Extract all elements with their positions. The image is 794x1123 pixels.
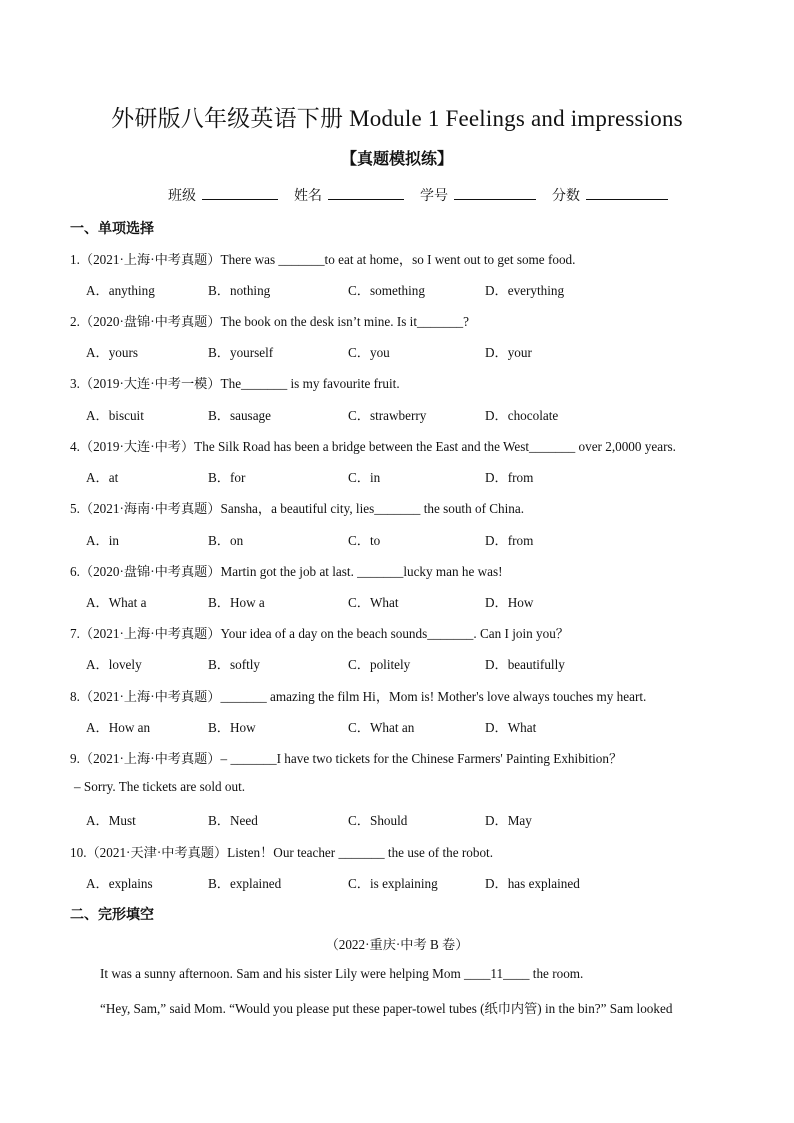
question-6: 6.（2020·盘锦·中考真题）Martin got the job at last. _______lucky man he was! bbox=[70, 564, 503, 579]
class-label: 班级 bbox=[168, 188, 196, 204]
option-b: B．Need bbox=[208, 813, 258, 828]
option-c: C．to bbox=[348, 533, 381, 548]
option-b: B．explained bbox=[208, 876, 282, 891]
class-blank bbox=[202, 185, 278, 200]
option-c: C．strawberry bbox=[348, 408, 427, 423]
option-d: D．your bbox=[485, 345, 532, 360]
question-5: 5.（2021·海南·中考真题）Sansha，a beautiful city, lies_______ the south of China. bbox=[70, 501, 525, 516]
option-b: B．How a bbox=[208, 595, 265, 610]
option-a: A．Must bbox=[86, 813, 136, 828]
name-label: 姓名 bbox=[294, 188, 322, 204]
option-d: D．How bbox=[485, 595, 534, 610]
option-a: A．biscuit bbox=[86, 408, 144, 423]
option-a: A．yours bbox=[86, 345, 139, 360]
name-blank bbox=[328, 185, 404, 200]
section-heading-multiple-choice: 一、单项选择 bbox=[70, 221, 154, 237]
page-title: 外研版八年级英语下册 Module 1 Feelings and impressions bbox=[111, 106, 683, 131]
option-c: C．you bbox=[348, 345, 390, 360]
option-c: C．What bbox=[348, 595, 399, 610]
option-c: C．politely bbox=[348, 657, 411, 672]
option-b: B．yourself bbox=[208, 345, 274, 360]
student-info-row bbox=[168, 185, 668, 205]
option-d: D．May bbox=[485, 813, 532, 828]
option-c: C．is explaining bbox=[348, 876, 438, 891]
question-4: 4.（2019·大连·中考）The Silk Road has been a bridge between the East and the West_______ over 2,0000 years. bbox=[70, 439, 676, 454]
option-d: D．from bbox=[485, 470, 534, 485]
cloze-paragraph-line-2: “Hey, Sam,” said Mom. “Would you please put these paper-towel tubes (纸巾内管) in the bin?” Sam looked bbox=[100, 1001, 673, 1016]
option-d: D．What bbox=[485, 720, 537, 735]
option-d: D．from bbox=[485, 533, 534, 548]
option-c: C．Should bbox=[348, 813, 408, 828]
question-10: 10.（2021·天津·中考真题）Listen！Our teacher _______ the use of the robot. bbox=[70, 845, 494, 860]
page-subtitle: 【真题模拟练】 bbox=[340, 149, 453, 168]
option-a: A．How an bbox=[86, 720, 151, 735]
number-label: 学号 bbox=[420, 188, 448, 204]
option-b: B．on bbox=[208, 533, 244, 548]
question-2: 2.（2020·盘锦·中考真题）The book on the desk isn’t mine. Is it_______? bbox=[70, 314, 470, 329]
option-a: A．explains bbox=[86, 876, 153, 891]
score-blank bbox=[586, 185, 668, 200]
question-9-response: – Sorry. The tickets are sold out. bbox=[74, 779, 246, 794]
option-b: B．sausage bbox=[208, 408, 271, 423]
option-d: D．everything bbox=[485, 283, 565, 298]
option-a: A．anything bbox=[86, 283, 155, 298]
option-b: B．for bbox=[208, 470, 246, 485]
number-blank bbox=[454, 185, 536, 200]
option-b: B．softly bbox=[208, 657, 261, 672]
question-1: 1.（2021·上海·中考真题）There was _______to eat at home，so I went out to get some food. bbox=[70, 252, 576, 267]
section-heading-cloze: 二、完形填空 bbox=[70, 907, 154, 923]
option-c: C．What an bbox=[348, 720, 415, 735]
option-d: D．beautifully bbox=[485, 657, 565, 672]
question-3: 3.（2019·大连·中考一模）The_______ is my favourite fruit. bbox=[70, 376, 400, 391]
option-a: A．lovely bbox=[86, 657, 142, 672]
option-a: A．What a bbox=[86, 595, 147, 610]
option-a: A．in bbox=[86, 533, 119, 548]
cloze-paragraph-line-1: It was a sunny afternoon. Sam and his sister Lily were helping Mom ____11____ the room. bbox=[100, 966, 584, 981]
option-d: D．chocolate bbox=[485, 408, 559, 423]
score-label: 分数 bbox=[552, 188, 580, 204]
option-d: D．has explained bbox=[485, 876, 580, 891]
option-c: C．something bbox=[348, 283, 425, 298]
option-b: B．How bbox=[208, 720, 256, 735]
option-b: B．nothing bbox=[208, 283, 271, 298]
option-a: A．at bbox=[86, 470, 119, 485]
question-9: 9.（2021·上海·中考真题）– _______I have two tickets for the Chinese Farmers' Painting Exhibition？ bbox=[70, 751, 623, 766]
question-7: 7.（2021·上海·中考真题）Your idea of a day on the beach sounds_______. Can I join you？ bbox=[70, 626, 569, 641]
option-c: C．in bbox=[348, 470, 381, 485]
question-8: 8.（2021·上海·中考真题）_______ amazing the film Hi，Mom is! Mother's love always touches my heart. bbox=[70, 689, 647, 704]
cloze-source: （2022·重庆·中考 B 卷） bbox=[325, 937, 469, 952]
